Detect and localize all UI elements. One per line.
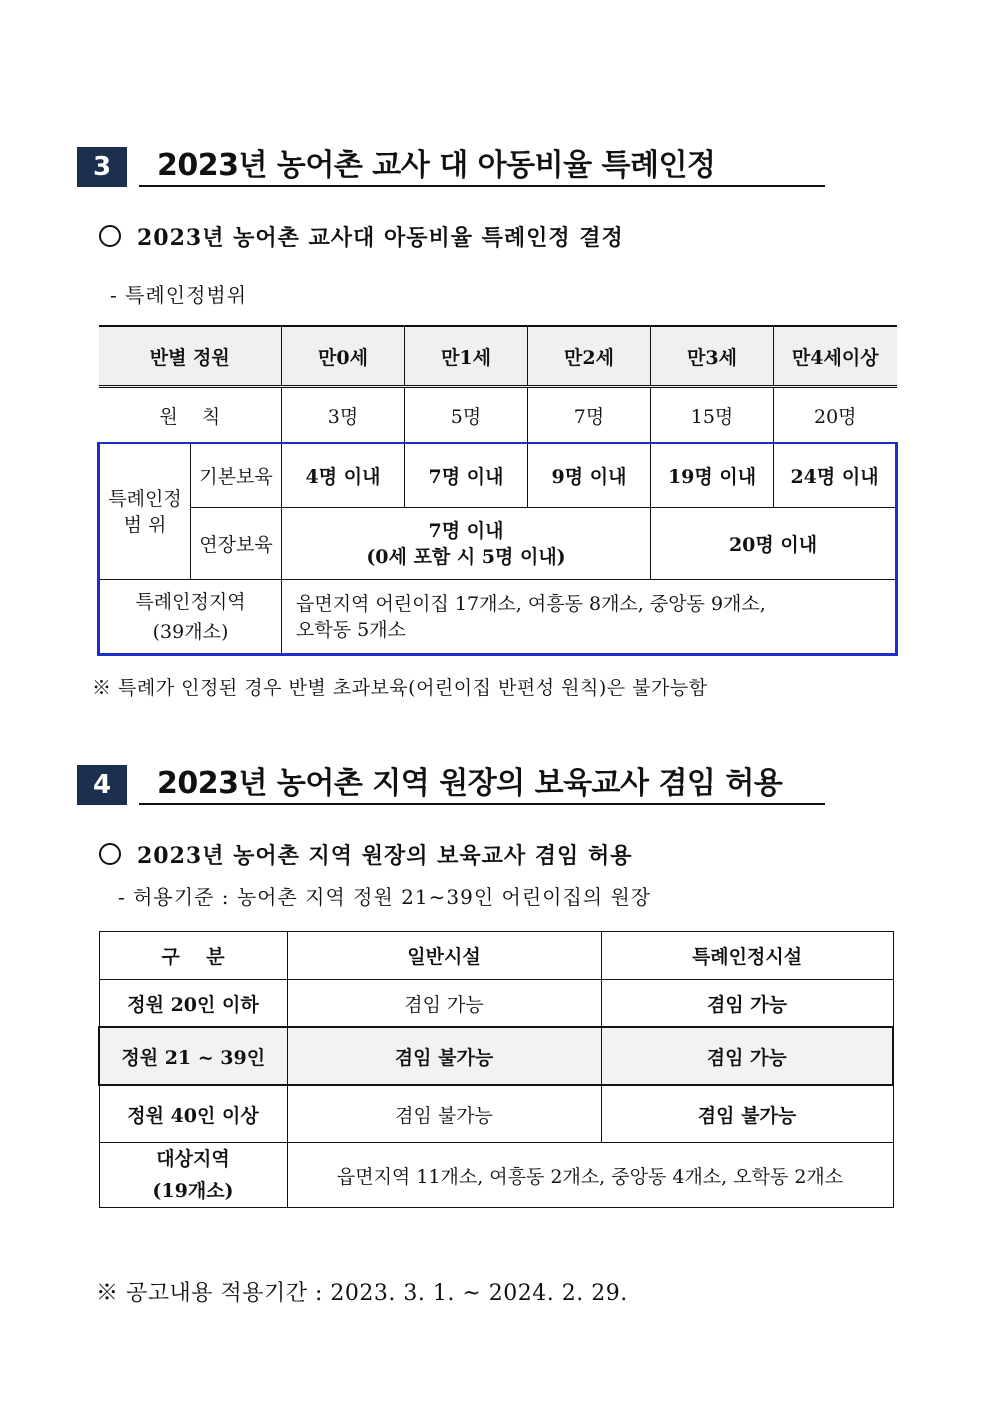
- section-title: 2023년 농어촌 지역 원장의 보육교사 겸임 허용: [157, 766, 783, 801]
- principle-label: 원 칙: [99, 387, 282, 444]
- header-age-2: 만2세: [528, 326, 651, 387]
- section-4-sub: - 허용기준 : 농어촌 지역 정원 21∼39인 어린이집의 원장: [118, 885, 652, 909]
- principle-value: 5명: [405, 387, 528, 444]
- basic-care-value: 19명 이내: [651, 443, 774, 508]
- section-title: 2023년 농어촌 교사 대 아동비율 특례인정: [157, 148, 716, 183]
- row-label: 정원 40인 이상: [99, 1085, 287, 1143]
- section-3-note: ※ 특례가 인정된 경우 반별 초과보육(어린이집 반편성 원칙)은 불가능함: [92, 677, 708, 699]
- region-text: 읍면지역 어린이집 17개소, 여흥동 8개소, 중앙동 9개소, 오학동 5개소: [282, 580, 897, 655]
- footer-note: ※ 공고내용 적용기간 : 2023. 3. 1. ~ 2024. 2. 29.: [96, 1281, 628, 1306]
- range-label: 특례인정 범 위: [99, 443, 191, 580]
- principle-value: 15명: [651, 387, 774, 444]
- special-ratio-table: [97, 325, 898, 656]
- section-number-badge: 3: [77, 147, 127, 187]
- section-4-bullet: 2023년 농어촌 지역 원장의 보육교사 겸임 허용: [99, 839, 632, 870]
- region-text: 읍면지역 11개소, 여흥동 2개소, 중앙동 4개소, 오학동 2개소: [287, 1143, 893, 1208]
- basic-care-value: 24명 이내: [774, 443, 897, 508]
- header-age-3: 만3세: [651, 326, 774, 387]
- extended-care-value-b: 20명 이내: [651, 508, 897, 580]
- section-3-sub: - 특례인정범위: [110, 283, 248, 307]
- basic-care-value: 4명 이내: [282, 443, 405, 508]
- basic-care-value: 7명 이내: [405, 443, 528, 508]
- extended-care-label: 연장보육: [191, 508, 282, 580]
- extended-care-value-a: 7명 이내 (0세 포함 시 5명 이내): [282, 508, 651, 580]
- section-number-badge: 4: [77, 765, 127, 805]
- principle-value: 3명: [282, 387, 405, 444]
- cell-value: 겸임 불가능: [601, 1085, 893, 1143]
- cell-value: 겸임 가능: [601, 1027, 893, 1085]
- basic-care-label: 기본보육: [191, 443, 282, 508]
- circle-bullet-icon: [99, 843, 121, 865]
- section-3-bullet: 2023년 농어촌 교사대 아동비율 특례인정 결정: [99, 221, 624, 252]
- header-class-capacity: 반별 정원: [99, 326, 282, 387]
- circle-bullet-icon: [99, 225, 121, 247]
- header-general: 일반시설: [287, 932, 601, 980]
- header-special: 특례인정시설: [601, 932, 893, 980]
- principle-value: 20명: [774, 387, 897, 444]
- header-age-1: 만1세: [405, 326, 528, 387]
- cell-value: 겸임 가능: [287, 980, 601, 1028]
- cell-value: 겸임 불가능: [287, 1027, 601, 1085]
- header-age-0: 만0세: [282, 326, 405, 387]
- section-underline: [139, 185, 825, 187]
- region-label: 대상지역 (19개소): [99, 1143, 287, 1208]
- section-underline: [139, 803, 825, 805]
- cell-value: 겸임 불가능: [287, 1085, 601, 1143]
- director-teacher-table: [98, 931, 894, 1208]
- row-label: 정원 20인 이하: [99, 980, 287, 1028]
- cell-value: 겸임 가능: [601, 980, 893, 1028]
- region-label: 특례인정지역 (39개소): [99, 580, 282, 655]
- header-category: 구 분: [99, 932, 287, 980]
- row-label: 정원 21 ~ 39인: [99, 1027, 287, 1085]
- basic-care-value: 9명 이내: [528, 443, 651, 508]
- principle-value: 7명: [528, 387, 651, 444]
- header-age-4-plus: 만4세이상: [774, 326, 897, 387]
